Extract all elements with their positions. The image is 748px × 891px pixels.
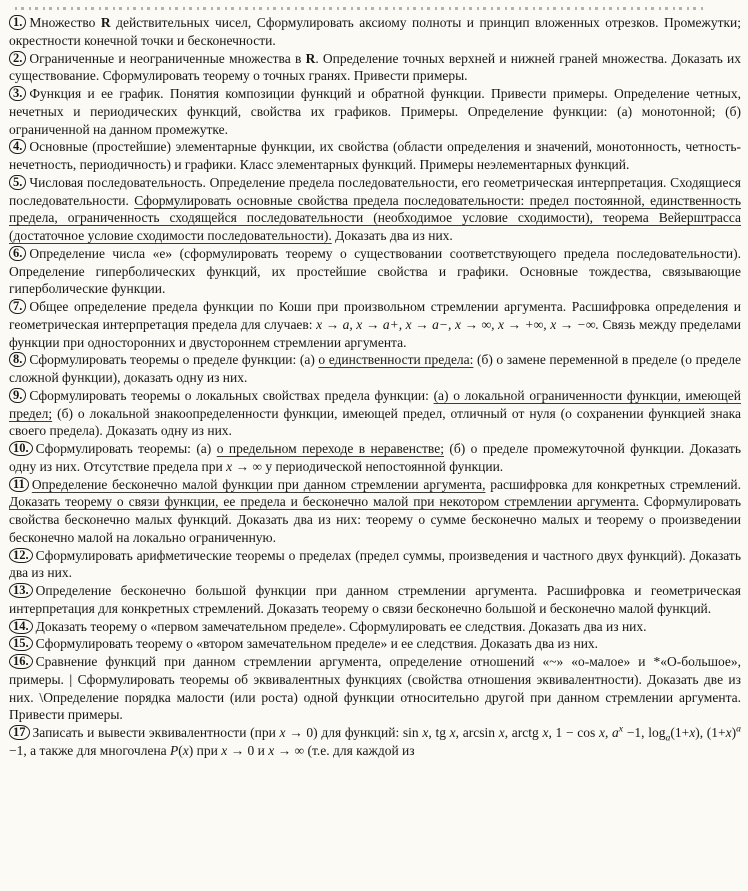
text-run: Сформулировать теоремы о пределе функции: (а) xyxy=(29,352,319,368)
question-item xyxy=(9,724,741,760)
question-item xyxy=(9,138,741,174)
question-item xyxy=(9,476,741,547)
hand-mark: | xyxy=(63,671,78,687)
text-run: . Определение точных верхней и нижней граней множества. Доказать их существование. Сформулировать теорему о точных гранях. Привести примеры. xyxy=(9,50,741,84)
text-run: Множество xyxy=(29,15,101,30)
text-run: ) xyxy=(731,725,737,740)
text-run: Ограниченные и неограниченные множества в xyxy=(29,50,306,66)
text-run: Основные (простейшие) элементарные функции, их свойства (области определения и значений, монотонность, четность-нечетность, периодичность) и графики. Класс элементарных функций. Примеры неэлементарных функций. xyxy=(9,139,741,172)
text-run: действительных чисел, Сформулировать аксиому полноты и принцип вложенных отрезков. Промежутки; окрестности конечной точки и бесконечности. xyxy=(9,15,741,48)
text-run: a xyxy=(665,732,671,744)
text-run: Определение числа «е» (сформулировать теорему о существовании соответствующего предела последовательности). Определение гиперболических функций, их простейшие свойства и графики. Основные тождества, связывающие гиперболические функции. xyxy=(9,245,741,297)
text-run: Сформулировать теоремы об эквивалентных функциях (свойства отношения эквивалентности). Доказать две из них. xyxy=(9,671,741,705)
text-run: → 0 и xyxy=(227,742,269,758)
item-number: 12. xyxy=(9,548,33,563)
text-run: Сформулировать арифметические теоремы о пределах (предел суммы, произведения и частного двух функций). Доказать два из них. xyxy=(9,547,741,581)
text-run: Числовая последовательность. Определение предела последовательности, его геометрическая интерпретация. Сходящиеся последовательности. xyxy=(9,174,741,208)
text-run: (б) о пределе промежуточной функции. Доказать одну из них. Отсутствие предела при xyxy=(9,441,741,474)
text-run: Общее определение предела функции по Коши при произвольном стремлении аргумента. Расшифровка определения и геометрическая интерпретация предела для случаев: xyxy=(9,299,741,332)
text-run: x xyxy=(182,742,189,758)
text-run: ( xyxy=(178,742,183,758)
text-run: Записать и вывести эквивалентности (при xyxy=(32,725,280,740)
text-run: x xyxy=(498,725,505,740)
item-number: 3. xyxy=(9,86,26,101)
question-list xyxy=(9,14,741,760)
text-run: Сформулировать теоремы о локальных свойствах предела функции: xyxy=(29,387,434,403)
item-number: 8. xyxy=(9,352,26,367)
item-number: 11 xyxy=(9,477,29,492)
clipped-text-top-edge xyxy=(15,7,703,10)
text-run: x xyxy=(449,725,456,740)
text-run: x xyxy=(268,742,275,758)
item-number: 6. xyxy=(9,246,26,261)
question-item xyxy=(9,174,741,245)
text-run: Определение бесконечно малой функции при данном стремлении аргумента, xyxy=(31,476,486,492)
text-run: a xyxy=(612,725,619,740)
text-run: x xyxy=(221,742,228,758)
text-run: Сформулировать теорему о «втором замечательном пределе» и ее следствия. Доказать два из них. xyxy=(35,636,599,652)
text-run: (а) о локальной ограниченности функции, имеющей предел; xyxy=(9,387,741,421)
text-run: , tg xyxy=(428,725,450,740)
question-item xyxy=(9,14,741,50)
question-item xyxy=(9,635,741,653)
question-item xyxy=(9,245,741,298)
text-run: Сформулировать свойства бесконечно малых функций. Доказать два из них: теорему о сумме бесконечно малых и теорему о произведении бесконечно малой на локально ограниченную. xyxy=(9,494,741,545)
text-run: → ∞ (т.е. для каждой из xyxy=(274,742,415,758)
item-number: 13. xyxy=(9,583,33,598)
question-item xyxy=(9,440,741,476)
text-run: Определение порядка малости (или роста) одной функции относительно другой при данном стремлении аргумента. Привести примеры. xyxy=(9,689,741,723)
question-item xyxy=(9,547,741,583)
item-number: 5. xyxy=(9,175,26,190)
text-run: Доказать теорему о связи функции, ее предела и бесконечно малой при некотором стремлении аргумента. xyxy=(9,494,639,510)
text-run: x xyxy=(618,723,624,735)
text-run: x xyxy=(598,725,605,740)
text-run: о предельном переходе в неравенстве; xyxy=(216,441,444,456)
text-run: ), (1+ xyxy=(695,725,726,740)
text-run: о единственности предела: xyxy=(318,352,474,368)
text-run: , xyxy=(604,725,613,740)
text-run: (б) о локальной знакоопределенности функции, имеющей предел, отличный от нуля (о сохранении функцией знака своего предела). Доказать одну из них. xyxy=(9,405,741,439)
text-run: Связь между пределами функции при односторонних и двустороннем стремлении аргумента. xyxy=(9,316,742,350)
text-run: x xyxy=(226,458,233,474)
text-run: Сравнение функций при данном стремлении аргумента, определение отношений «~» «о-малое» и *«О-большое», примеры. xyxy=(9,654,741,687)
text-run: Сформулировать основные свойства предела последовательности: предел постоянной, единственность предела, ограниченность сходящейся последовательности (необходимое условие сходимости), теорема Вейерштрасса (достаточное условие сходимости последовательности). xyxy=(9,192,741,243)
item-number: 17 xyxy=(9,725,30,740)
question-item xyxy=(9,298,741,351)
hand-mark: \ xyxy=(39,689,44,705)
item-number: 4. xyxy=(9,139,26,154)
item-number: 10. xyxy=(9,441,33,456)
item-number: 9. xyxy=(9,388,26,403)
text-run: R xyxy=(305,50,316,66)
text-run: x xyxy=(422,725,429,740)
item-number: 14. xyxy=(9,619,33,634)
text-run: x xyxy=(542,725,549,740)
text-run: → 0) для функций: sin xyxy=(285,725,423,740)
text-run: (1+ xyxy=(670,725,690,740)
text-run: x xyxy=(689,725,696,740)
question-item xyxy=(9,85,741,138)
text-run: Доказать теорему о «первом замечательном пределе». Сформулировать ее следствия. Доказать два из них. xyxy=(35,618,647,634)
text-run: Функция и ее график. Понятия композиции функций и обратной функции. Привести примеры. Определение четных, нечетных и периодических функций, свойства их графиков. Примеры. Определение функции: (а) монотонной; (б) ограниченной на данном промежутке. xyxy=(9,86,741,137)
item-number: 1. xyxy=(9,15,26,30)
text-run: x → a, x → a+, x → a−, x → ∞, x → +∞, x → −∞. xyxy=(316,316,599,332)
text-run: a xyxy=(736,723,742,735)
question-item xyxy=(9,387,741,440)
text-run: P xyxy=(170,742,179,758)
text-run: −1, log xyxy=(623,725,666,740)
question-item xyxy=(9,351,741,387)
text-run: , arctg xyxy=(504,725,543,740)
text-run: , 1 − cos xyxy=(548,725,599,740)
text-run: x xyxy=(279,725,286,740)
item-number: 2. xyxy=(9,51,26,66)
text-run: x xyxy=(725,725,732,740)
item-number: 7. xyxy=(9,299,26,314)
question-item xyxy=(9,653,741,724)
text-run: Сформулировать теоремы: (а) xyxy=(35,441,217,456)
text-run: R xyxy=(100,15,111,30)
item-number: 15. xyxy=(9,636,33,651)
text-run: ) при xyxy=(188,742,222,758)
item-number: 16. xyxy=(9,654,33,669)
text-run: −1, а также для многочлена xyxy=(9,742,171,758)
text-run: Доказать два из них. xyxy=(331,228,453,243)
question-item xyxy=(9,50,741,86)
text-run: (б) о замене переменной в пределе (о пределе сложной функции), доказать одну из них. xyxy=(9,352,742,385)
text-run: , arcsin xyxy=(455,725,499,740)
text-run: Определение бесконечно большой функции при данном стремлении аргумента. Расшифровка и геометрическая интерпретация для конкретных стремлений. Доказать теорему о связи бесконечно большой и бесконечно малой функций. xyxy=(9,583,741,616)
question-item xyxy=(9,582,741,618)
text-run: расшифровка для конкретных стремлений. xyxy=(485,476,741,492)
text-run: → ∞ у периодической непостоянной функции. xyxy=(232,458,504,474)
question-item xyxy=(9,618,741,636)
